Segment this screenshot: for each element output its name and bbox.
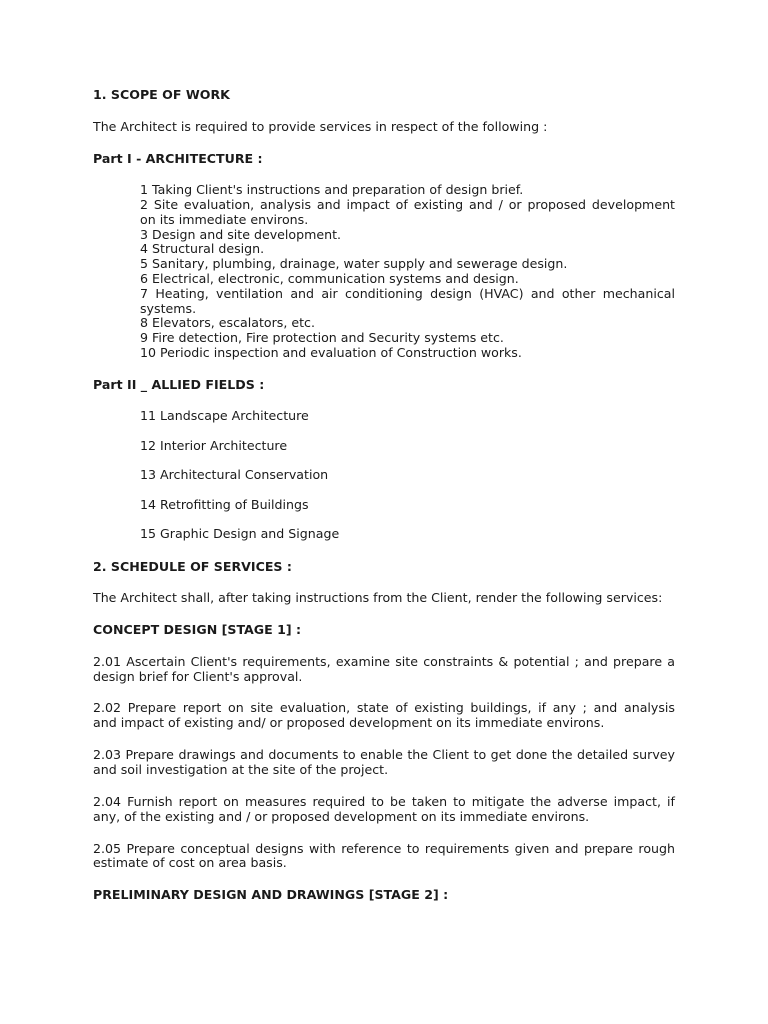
paragraph-line: design brief for Client's approval. [93, 669, 303, 684]
paragraph-line: 2.04 Furnish report on measures required to be taken to mitigate the adverse impact, if [93, 794, 675, 809]
paragraph-line: estimate of cost on area basis. [93, 855, 287, 870]
paragraph-line: any, of the existing and / or proposed development on its immediate environs. [93, 809, 590, 824]
paragraph-line: 2.03 Prepare drawings and documents to enable the Client to get done the detailed survey [93, 747, 675, 762]
list-item: systems. [140, 301, 197, 316]
paragraph-line: and impact of existing and/ or proposed development on its immediate environs. [93, 715, 605, 730]
section-2-heading: 2. SCHEDULE OF SERVICES : [93, 559, 292, 574]
list-item: 6 Electrical, electronic, communication systems and design. [140, 271, 519, 286]
list-item: 13 Architectural Conservation [140, 467, 329, 482]
list-item: 7 Heating, ventilation and air conditioning design (HVAC) and other mechanical [140, 286, 675, 301]
list-item: on its immediate environs. [140, 212, 309, 227]
list-item: 15 Graphic Design and Signage [140, 526, 340, 541]
list-item: 8 Elevators, escalators, etc. [140, 315, 315, 330]
list-item: 2 Site evaluation, analysis and impact of existing and / or proposed development [140, 197, 675, 212]
paragraph-line: 2.02 Prepare report on site evaluation, state of existing buildings, if any ; and analysis [93, 700, 675, 715]
section-1-heading: 1. SCOPE OF WORK [93, 87, 230, 102]
list-item: 11 Landscape Architecture [140, 408, 309, 423]
paragraph-line: 2.05 Prepare conceptual designs with reference to requirements given and prepare rough [93, 841, 675, 856]
list-item: 9 Fire detection, Fire protection and Security systems etc. [140, 330, 504, 345]
list-item: 14 Retrofitting of Buildings [140, 497, 309, 512]
list-item: 3 Design and site development. [140, 227, 342, 242]
stage-2-heading: PRELIMINARY DESIGN AND DRAWINGS [STAGE 2] : [93, 887, 449, 902]
section-1-intro: The Architect is required to provide services in respect of the following : [93, 119, 548, 134]
paragraph-line: and soil investigation at the site of the project. [93, 762, 389, 777]
list-item: 1 Taking Client's instructions and preparation of design brief. [140, 182, 524, 197]
list-item: 4 Structural design. [140, 241, 265, 256]
list-item: 10 Periodic inspection and evaluation of Construction works. [140, 345, 522, 360]
section-2-intro: The Architect shall, after taking instructions from the Client, render the following services: [93, 590, 663, 605]
list-item: 12 Interior Architecture [140, 438, 288, 453]
part-1-heading: Part I - ARCHITECTURE : [93, 151, 263, 166]
list-item: 5 Sanitary, plumbing, drainage, water supply and sewerage design. [140, 256, 568, 271]
paragraph-line: 2.01 Ascertain Client's requirements, examine site constraints & potential ; and prepare a [93, 654, 675, 669]
stage-1-heading: CONCEPT DESIGN [STAGE 1] : [93, 622, 302, 637]
part-2-heading: Part II _ ALLIED FIELDS : [93, 377, 265, 392]
